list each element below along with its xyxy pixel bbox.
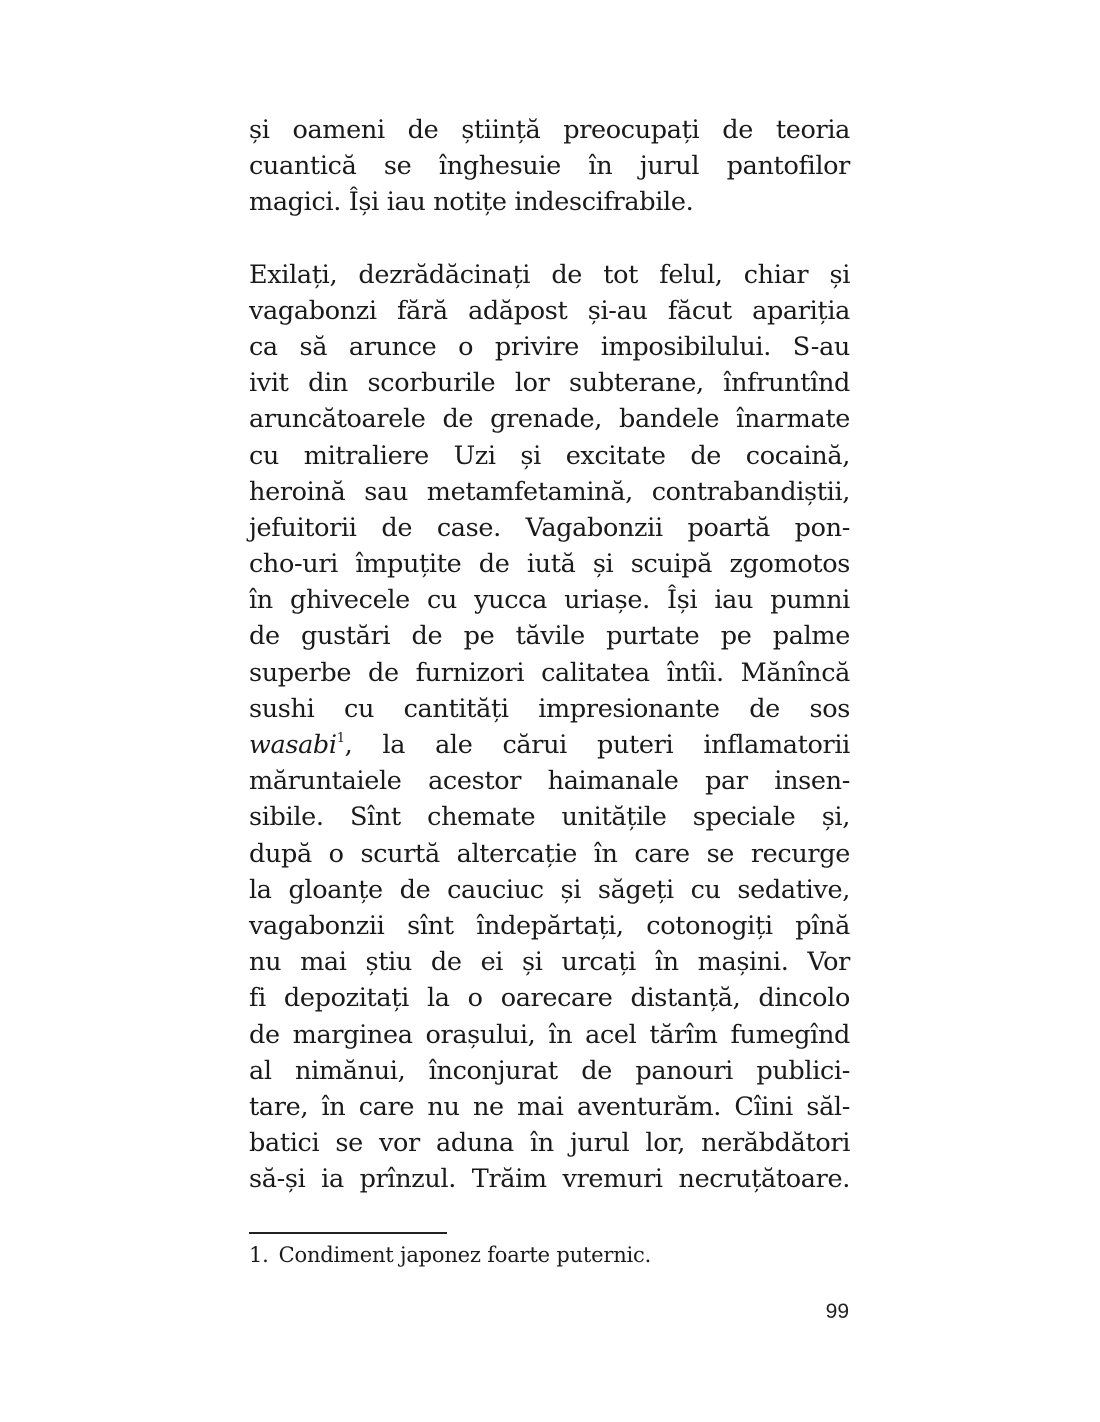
- text-line: batici se vor aduna în jurul lor, nerăbdători: [249, 1128, 850, 1159]
- text-line: sibile. Sînt chemate unitățile speciale și,: [249, 802, 850, 833]
- paragraph-1: [249, 112, 850, 221]
- text-line-rest: , la ale cărui puteri inflamatorii: [344, 730, 850, 760]
- text-line: tare, în care nu ne mai aventurăm. Cîini săl-: [249, 1091, 850, 1122]
- page-body: [249, 112, 850, 1197]
- text-line: aruncătoarele de grenade, bandele înarmate: [249, 404, 850, 435]
- text-line: sushi cu cantități impresionante de sos: [249, 693, 850, 724]
- footnote-divider: [249, 1232, 447, 1234]
- text-line: heroină sau metamfetamină, contrabandiștii,: [249, 476, 850, 507]
- footnote-reference[interactable]: 1: [336, 731, 345, 746]
- text-line: al nimănui, înconjurat de panouri publici-: [249, 1055, 850, 1086]
- text-line: magici. Își iau notițe indescifrabile.: [249, 187, 694, 218]
- text-line: de marginea orașului, în acel tărîm fumegînd: [249, 1019, 850, 1050]
- text-line: la gloanțe de cauciuc și săgeți cu sedative,: [249, 874, 850, 905]
- text-line: ca să arunce o privire imposibilului. S-au: [249, 331, 850, 362]
- text-line: vagabonzi fără adăpost și-au făcut apariția: [249, 295, 850, 326]
- text-line-with-footnote: [249, 727, 850, 763]
- text-line: și oameni de știință preocupați de teoria: [249, 115, 850, 145]
- text-line: în ghivecele cu yucca uriașe. Își iau pumni: [249, 585, 850, 616]
- text-line: vagabonzii sînt îndepărtați, cotonogiți pînă: [249, 910, 850, 941]
- text-line: să-și ia prînzul. Trăim vremuri necruțătoare.: [249, 1164, 850, 1195]
- text-line: ivit din scorburile lor subterane, înfruntînd: [249, 368, 850, 399]
- paragraph-2: [249, 257, 850, 1198]
- page-number: 99: [825, 1300, 849, 1323]
- text-line: superbe de furnizori calitatea întîi. Mănîncă: [249, 657, 850, 688]
- text-line: măruntaiele acestor haimanale par insen-: [249, 766, 850, 797]
- text-line: cu mitraliere Uzi și excitate de cocaină,: [249, 440, 850, 471]
- text-line: după o scurtă altercație în care se recurge: [249, 838, 850, 869]
- footnote-number: 1.: [249, 1243, 269, 1267]
- paragraph-gap: [249, 221, 850, 257]
- italic-term: wasabi: [249, 730, 337, 760]
- text-line: fi depozitați la o oarecare distanță, dincolo: [249, 983, 850, 1014]
- text-line: cho-uri împuțite de iută și scuipă zgomotos: [249, 549, 850, 580]
- text-line: Exilați, dezrădăcinați de tot felul, chiar și: [249, 259, 850, 290]
- footnote: [249, 1240, 651, 1270]
- footnote-text: Condiment japonez foarte puternic.: [278, 1243, 652, 1267]
- text-line: nu mai știu de ei și urcați în mașini. Vor: [249, 947, 850, 978]
- text-line: jefuitorii de case. Vagabonzii poartă pon-: [249, 512, 850, 543]
- text-line: de gustări de pe tăvile purtate pe palme: [249, 621, 850, 652]
- text-line: cuantică se înghesuie în jurul pantofilor: [249, 151, 850, 182]
